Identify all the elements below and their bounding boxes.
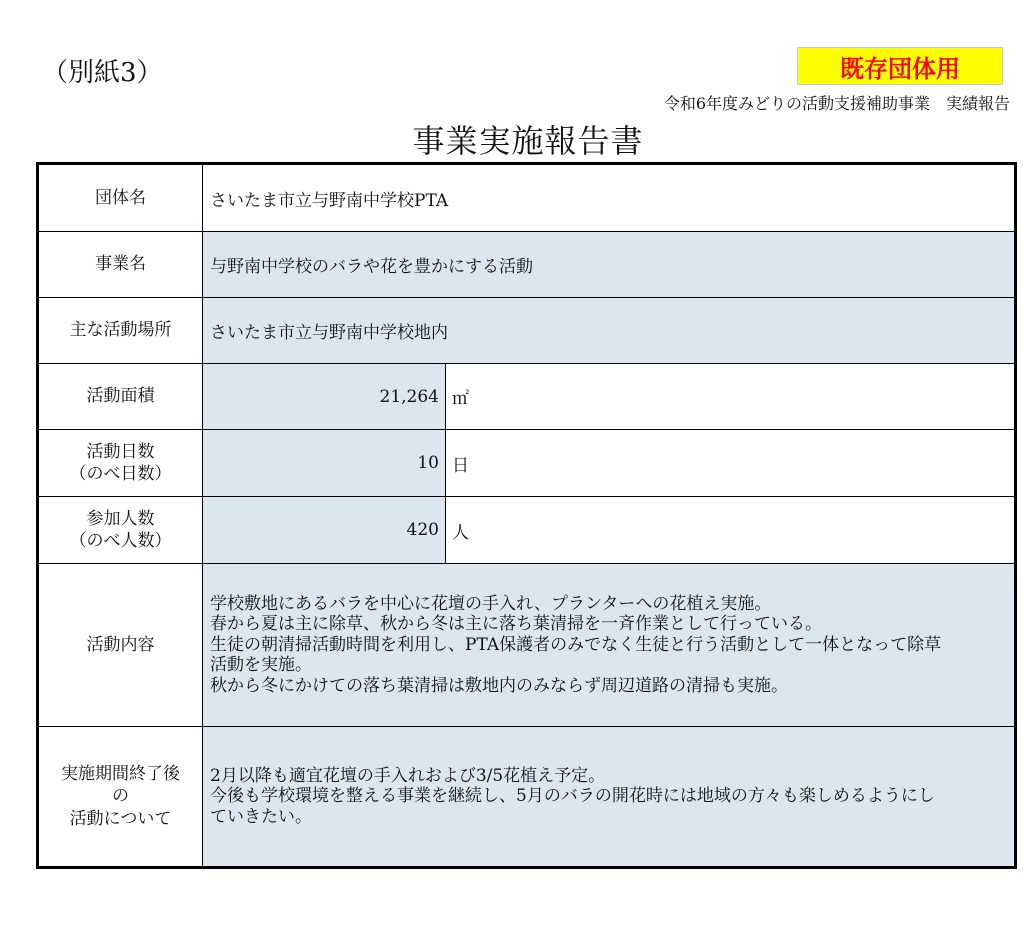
content-line: 活動を実施。 (210, 655, 312, 676)
area-value[interactable]: 21,264 (203, 364, 446, 429)
location-value[interactable]: さいたま市立与野南中学校地内 (203, 298, 1014, 363)
area-row (39, 363, 1014, 429)
report-form (36, 162, 1017, 869)
after-label-line1: 実施期間終了後 (61, 764, 180, 785)
participants-label-line1: 参加人数 (86, 508, 155, 529)
days-label-line2: （のべ日数） (69, 464, 172, 484)
location-row (39, 297, 1014, 363)
days-value[interactable]: 10 (203, 430, 446, 496)
content-label: 活動内容 (39, 564, 203, 726)
participants-label (39, 497, 203, 563)
content-value[interactable] (203, 564, 1014, 726)
report-subtitle: 令和6年度みどりの活動支援補助事業 実績報告 (663, 94, 1010, 113)
area-unit: ㎡ (446, 364, 1014, 429)
after-value[interactable] (203, 727, 1014, 866)
location-label: 主な活動場所 (39, 298, 203, 363)
content-line: 春から夏は主に除草、秋から冬は主に落ち葉清掃を一斉作業として行っている。 (210, 614, 822, 635)
content-line: 秋から冬にかけての落ち葉清掃は敷地内のみならず周辺道路の清掃も実施。 (210, 675, 788, 696)
organization-row (39, 165, 1014, 231)
participants-value[interactable]: 420 (203, 497, 446, 563)
days-label (39, 430, 203, 496)
attachment-label: （別紙3） (42, 58, 163, 88)
participants-unit: 人 (446, 497, 1014, 563)
content-line: 学校敷地にあるバラを中心に花壇の手入れ、プランターへの花植え実施。 (210, 594, 772, 615)
page-title: 事業実施報告書 (412, 122, 644, 160)
days-label-line1: 活動日数 (86, 441, 155, 462)
organization-label: 団体名 (39, 165, 203, 231)
project-label: 事業名 (39, 232, 203, 297)
organization-value[interactable]: さいたま市立与野南中学校PTA (203, 165, 1014, 231)
project-value[interactable]: 与野南中学校のバラや花を豊かにする活動 (203, 232, 1014, 297)
existing-group-badge: 既存団体用 (797, 47, 1003, 85)
days-row (39, 429, 1014, 496)
participants-label-line2: （のべ人数） (69, 531, 172, 551)
days-unit: 日 (446, 430, 1014, 496)
participants-row (39, 496, 1014, 563)
area-label: 活動面積 (39, 364, 203, 429)
after-label-line2: の (112, 786, 129, 807)
after-line: 2月以降も適宜花壇の手入れおよび3/5花植え予定。 (210, 765, 606, 786)
after-label (39, 727, 203, 866)
after-row (39, 726, 1014, 866)
after-label-line3: 活動について (69, 808, 172, 829)
project-row (39, 231, 1014, 297)
content-line: 生徒の朝清掃活動時間を利用し、PTA保護者のみでなく生徒と行う活動として一体となって除草 (210, 634, 942, 655)
content-row (39, 563, 1014, 726)
after-line: ていきたい。 (210, 806, 312, 827)
after-line: 今後も学校環境を整える事業を継続し、5月のバラの開花時には地域の方々も楽しめるようにし (210, 786, 935, 807)
